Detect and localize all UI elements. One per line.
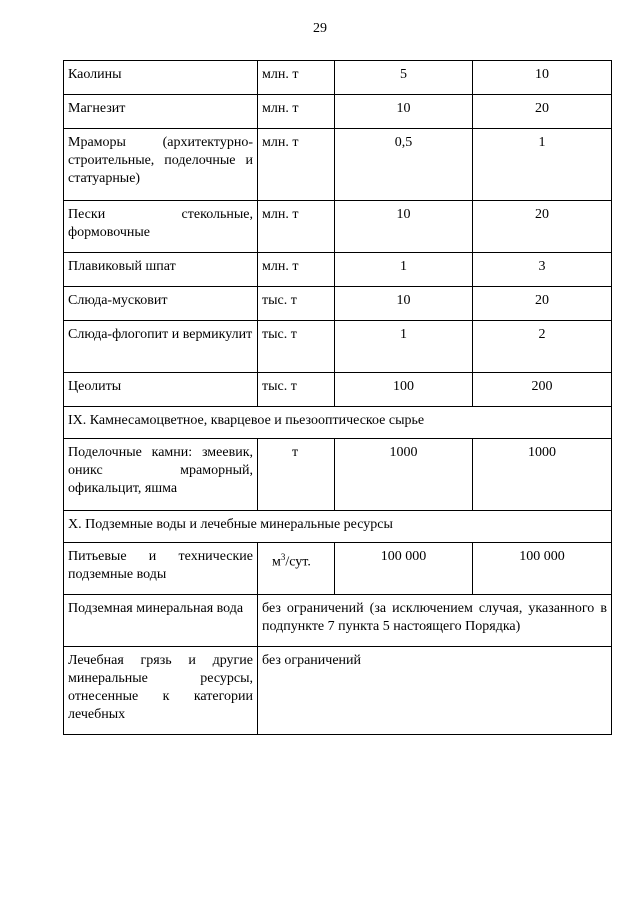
resource-limit-text: без ограничений (за исключением случая, указанного в подпункте 7 пункта 5 настоящего Порядка) (258, 595, 612, 647)
table-row (64, 253, 612, 287)
resource-unit: тыс. т (258, 321, 335, 373)
resource-value-2: 20 (473, 95, 612, 129)
resource-name: Мраморы (архитектурно-строительные, поделочные и статуарные) (64, 129, 258, 201)
resource-value-2: 10 (473, 61, 612, 95)
resource-value-2: 1 (473, 129, 612, 201)
resources-table (63, 60, 612, 735)
resource-value-1: 10 (335, 95, 473, 129)
resource-unit: млн. т (258, 95, 335, 129)
resource-value-1: 100 (335, 373, 473, 407)
resource-value-1: 5 (335, 61, 473, 95)
section-row (64, 511, 612, 543)
resource-unit (258, 543, 335, 595)
resource-unit: млн. т (258, 61, 335, 95)
resource-value-1: 10 (335, 287, 473, 321)
page-number: 29 (313, 21, 327, 36)
section-heading-x: X. Подземные воды и лечебные минеральные ресурсы (64, 511, 612, 543)
table-row (64, 321, 612, 373)
table-row (64, 129, 612, 201)
table-row (64, 61, 612, 95)
resource-name: Питьевые и технические подземные воды (64, 543, 258, 595)
table-row (64, 647, 612, 735)
section-heading-ix: IX. Камнесамоцветное, кварцевое и пьезооптическое сырье (64, 407, 612, 439)
unit-rest: /сут. (285, 554, 311, 570)
resource-value-2: 20 (473, 287, 612, 321)
table-row (64, 95, 612, 129)
resource-value-1: 1 (335, 321, 473, 373)
resource-name: Поделочные камни: змеевик, оникс мраморный, офикальцит, яшма (64, 439, 258, 511)
resource-value-2: 200 (473, 373, 612, 407)
resource-name: Слюда-флогопит и вермикулит (64, 321, 258, 373)
resource-value-1: 1 (335, 253, 473, 287)
resource-name: Цеолиты (64, 373, 258, 407)
resource-name: Подземная минеральная вода (64, 595, 258, 647)
resource-value-2: 3 (473, 253, 612, 287)
resource-unit: млн. т (258, 253, 335, 287)
resource-name: Магнезит (64, 95, 258, 129)
resource-unit: тыс. т (258, 373, 335, 407)
table-row (64, 201, 612, 253)
unit-base: м (272, 554, 281, 570)
resource-unit: млн. т (258, 201, 335, 253)
table-row (64, 287, 612, 321)
unit-superscript: 3 (280, 552, 286, 562)
table-row (64, 595, 612, 647)
resource-unit: млн. т (258, 129, 335, 201)
resource-unit: т (258, 439, 335, 511)
resource-name: Слюда-мусковит (64, 287, 258, 321)
resource-value-2: 20 (473, 201, 612, 253)
resource-value-1: 1000 (335, 439, 473, 511)
resource-limit-text: без ограничений (258, 647, 612, 735)
resource-value-1: 10 (335, 201, 473, 253)
resource-name: Лечебная грязь и другие минеральные ресурсы, отнесенные к категории лечебных (64, 647, 258, 735)
resource-unit: тыс. т (258, 287, 335, 321)
table-row (64, 439, 612, 511)
section-row (64, 407, 612, 439)
resource-value-1: 0,5 (335, 129, 473, 201)
resource-value-2: 100 000 (473, 543, 612, 595)
table-row (64, 373, 612, 407)
table-row (64, 543, 612, 595)
resource-name: Плавиковый шпат (64, 253, 258, 287)
resource-value-2: 2 (473, 321, 612, 373)
resource-value-2: 1000 (473, 439, 612, 511)
resource-name: Пески стекольные, формовочные (64, 201, 258, 253)
resource-value-1: 100 000 (335, 543, 473, 595)
resource-name: Каолины (64, 61, 258, 95)
